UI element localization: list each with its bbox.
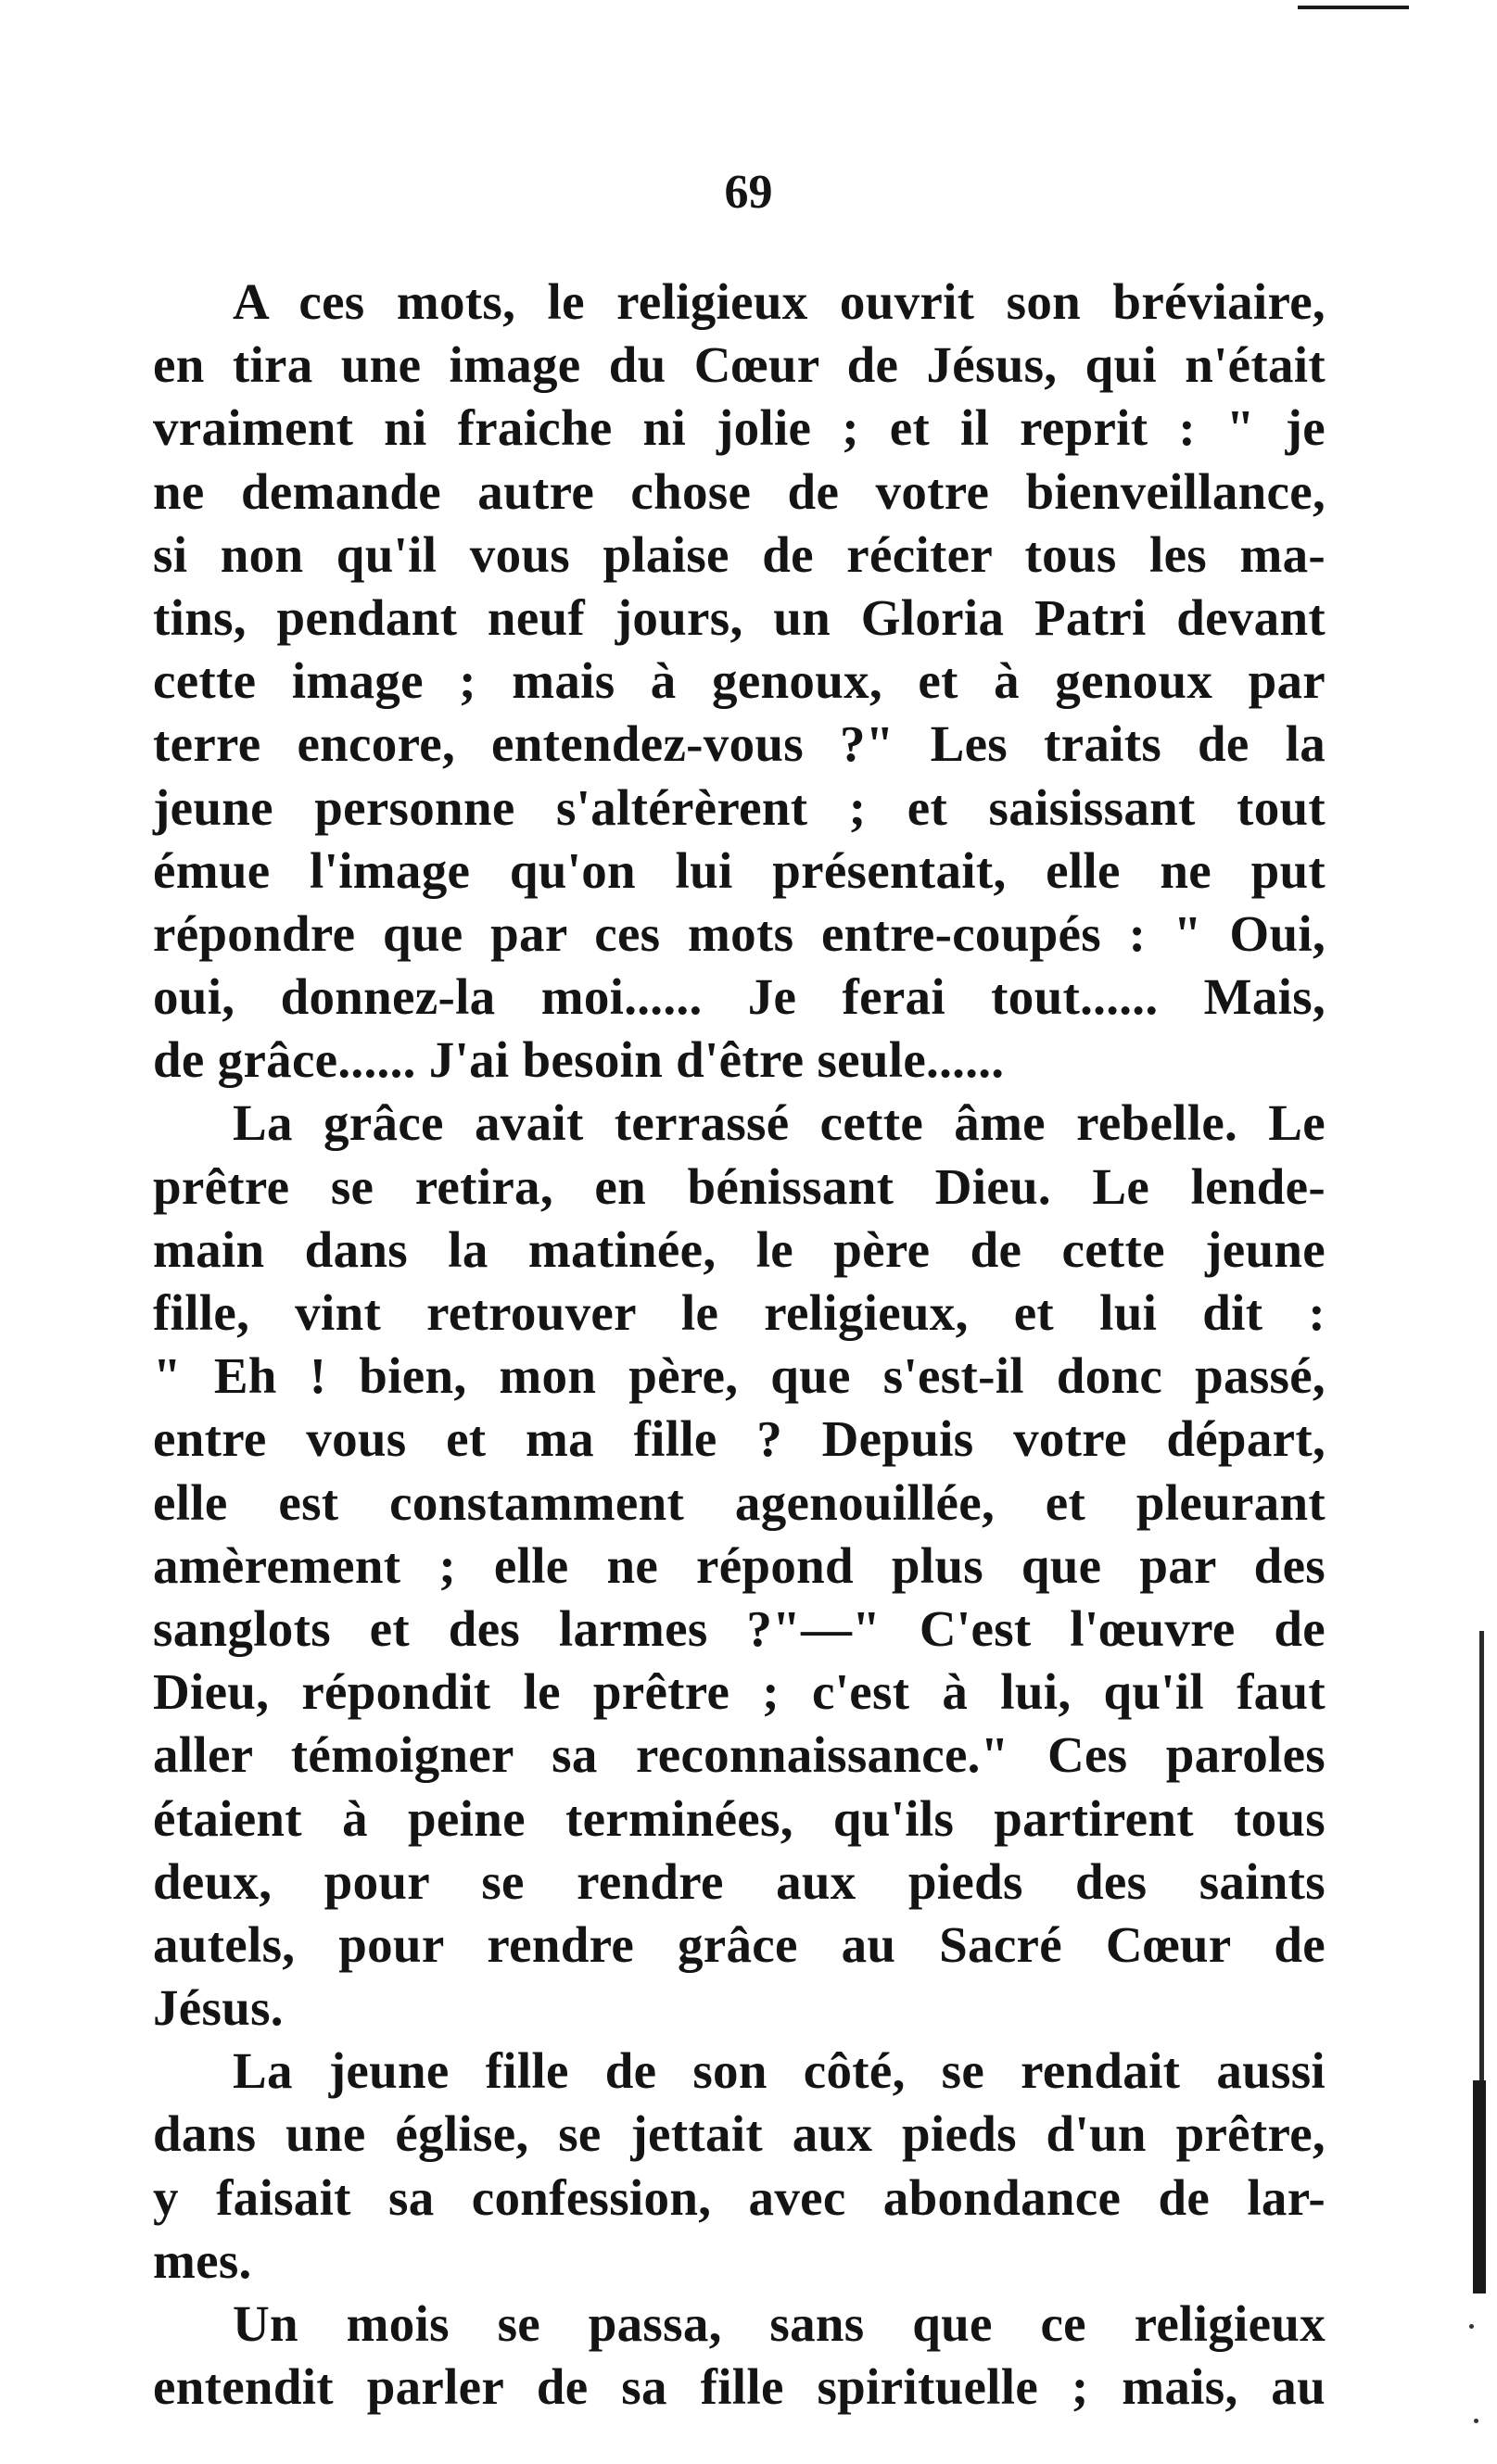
text-line: répondre que par ces mots entre-coupés : " Oui, — [153, 904, 1326, 962]
text-line: étaient à peine terminées, qu'ils partirent tous — [153, 1789, 1326, 1847]
text-line: aller témoigner sa reconnaissance." Ces paroles — [153, 1726, 1326, 1784]
scan-speck — [1474, 2419, 1478, 2423]
text-line: sanglots et des larmes ?"—" C'est l'œuvre de — [153, 1599, 1326, 1657]
text-line: jeune personne s'altérèrent ; et saisissant tout — [153, 778, 1326, 836]
text-line: main dans la matinée, le père de cette jeune — [153, 1220, 1326, 1278]
text-line: en tira une image du Cœur de Jésus, qui n'était — [153, 336, 1326, 394]
text-line: cette image ; mais à genoux, et à genoux par — [153, 652, 1326, 710]
text-line: mes. — [153, 2231, 252, 2289]
text-line: vraiment ni fraiche ni jolie ; et il reprit : " je — [153, 399, 1326, 457]
text-line: terre encore, entendez-vous ?" Les traits de la — [153, 715, 1326, 773]
text-line: entre vous et ma fille ? Depuis votre départ, — [153, 1410, 1326, 1468]
text-line: amèrement ; elle ne répond plus que par des — [153, 1536, 1326, 1594]
text-line: tins, pendant neuf jours, un Gloria Patri devant — [153, 588, 1326, 646]
text-line: prêtre se retira, en bénissant Dieu. Le lende- — [153, 1157, 1326, 1215]
body-text — [153, 271, 1326, 2419]
text-line: deux, pour se rendre aux pieds des saints — [153, 1852, 1326, 1910]
text-line: de grâce...... J'ai besoin d'être seule...... — [153, 1031, 1005, 1089]
text-line: y faisait sa confession, avec abondance de lar- — [153, 2168, 1326, 2226]
text-line: La grâce avait terrassé cette âme rebelle. Le — [233, 1094, 1326, 1152]
text-line: fille, vint retrouver le religieux, et lui dit : — [153, 1284, 1326, 1341]
text-line: entendit parler de sa fille spirituelle ; mais, au — [153, 2358, 1326, 2416]
text-line: " Eh ! bien, mon père, que s'est-il donc passé, — [153, 1347, 1326, 1405]
page-number: 69 — [724, 166, 773, 219]
text-line: La jeune fille de son côté, se rendait aussi — [233, 2042, 1326, 2100]
text-line: si non qu'il vous plaise de réciter tous les ma- — [153, 525, 1326, 583]
scan-speck — [1469, 2324, 1474, 2329]
text-line: oui, donnez-la moi...... Je ferai tout...... Mais, — [153, 968, 1326, 1026]
text-line: ne demande autre chose de votre bienveillance, — [153, 462, 1326, 520]
text-line: A ces mots, le religieux ouvrit son bréviaire, — [233, 273, 1326, 330]
text-line: Dieu, répondit le prêtre ; c'est à lui, qu'il faut — [153, 1663, 1326, 1721]
text-line: dans une église, se jettait aux pieds d'un prêtre, — [153, 2105, 1326, 2163]
text-line: autels, pour rendre grâce au Sacré Cœur de — [153, 1915, 1326, 1973]
text-line: elle est constamment agenouillée, et pleurant — [153, 1473, 1326, 1531]
text-line: émue l'image qu'on lui présentait, elle ne put — [153, 841, 1326, 899]
margin-scan-mark-heavy — [1473, 2080, 1486, 2293]
text-line: Un mois se passa, sans que ce religieux — [233, 2295, 1326, 2352]
top-rule-line — [1298, 6, 1409, 9]
text-line: Jésus. — [153, 1979, 284, 2037]
